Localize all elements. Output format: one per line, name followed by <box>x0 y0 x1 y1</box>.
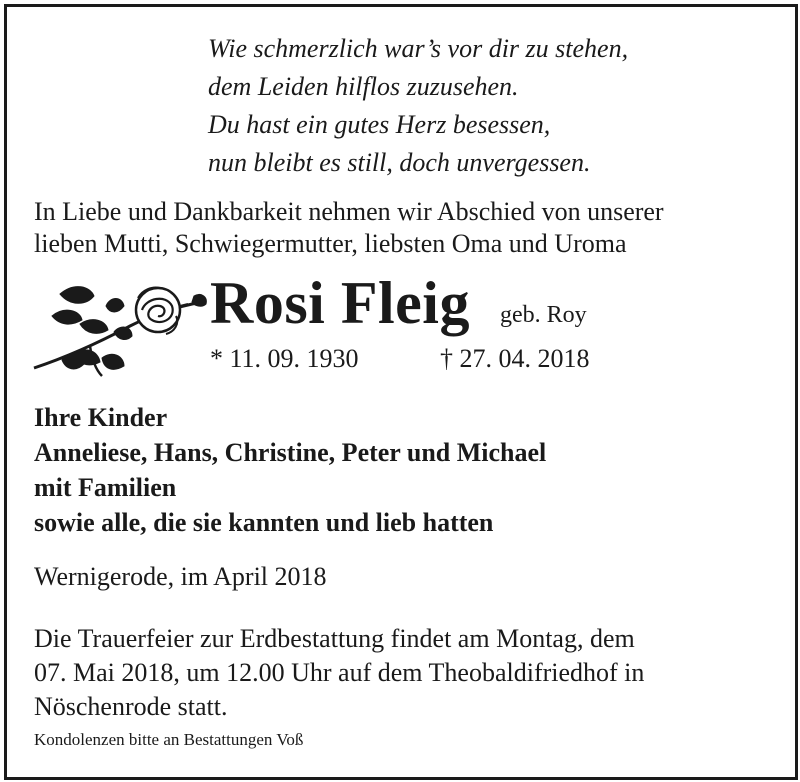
mourners-line: sowie alle, die sie kannten und lieb hatten <box>34 508 494 537</box>
service-line: Nöschenrode statt. <box>34 692 228 721</box>
service-line: Die Trauerfeier zur Erdbestattung findet am Montag, dem <box>34 624 635 653</box>
birth-date: * 11. 09. 1930 <box>210 344 359 373</box>
poem-line: nun bleibt es still, doch unvergessen. <box>208 148 591 177</box>
death-date: † 27. 04. 2018 <box>440 344 590 373</box>
maiden-name: geb. Roy <box>500 302 587 328</box>
service-line: 07. Mai 2018, um 12.00 Uhr auf dem Theobaldifriedhof in <box>34 658 645 687</box>
intro-line: In Liebe und Dankbarkeit nehmen wir Abschied von unserer <box>34 197 664 226</box>
rose-icon <box>30 276 210 382</box>
mourners-line: mit Familien <box>34 473 177 502</box>
place-date: Wernigerode, im April 2018 <box>34 562 327 591</box>
deceased-name: Rosi Fleig <box>210 270 470 336</box>
condolence-note: Kondolenzen bitte an Bestattungen Voß <box>34 730 304 749</box>
poem <box>208 30 628 182</box>
mourners-list <box>34 400 546 540</box>
mourners-line: Anneliese, Hans, Christine, Peter und Michael <box>34 438 547 467</box>
farewell-intro <box>34 196 664 260</box>
poem-line: dem Leiden hilflos zuzusehen. <box>208 72 519 101</box>
poem-line: Du hast ein gutes Herz besessen, <box>208 110 551 139</box>
intro-line: lieben Mutti, Schwiegermutter, liebsten Oma und Uroma <box>34 229 627 258</box>
mourners-line: Ihre Kinder <box>34 403 168 432</box>
funeral-service-info <box>34 622 644 724</box>
life-dates <box>210 344 590 374</box>
poem-line: Wie schmerzlich war’s vor dir zu stehen, <box>208 34 629 63</box>
